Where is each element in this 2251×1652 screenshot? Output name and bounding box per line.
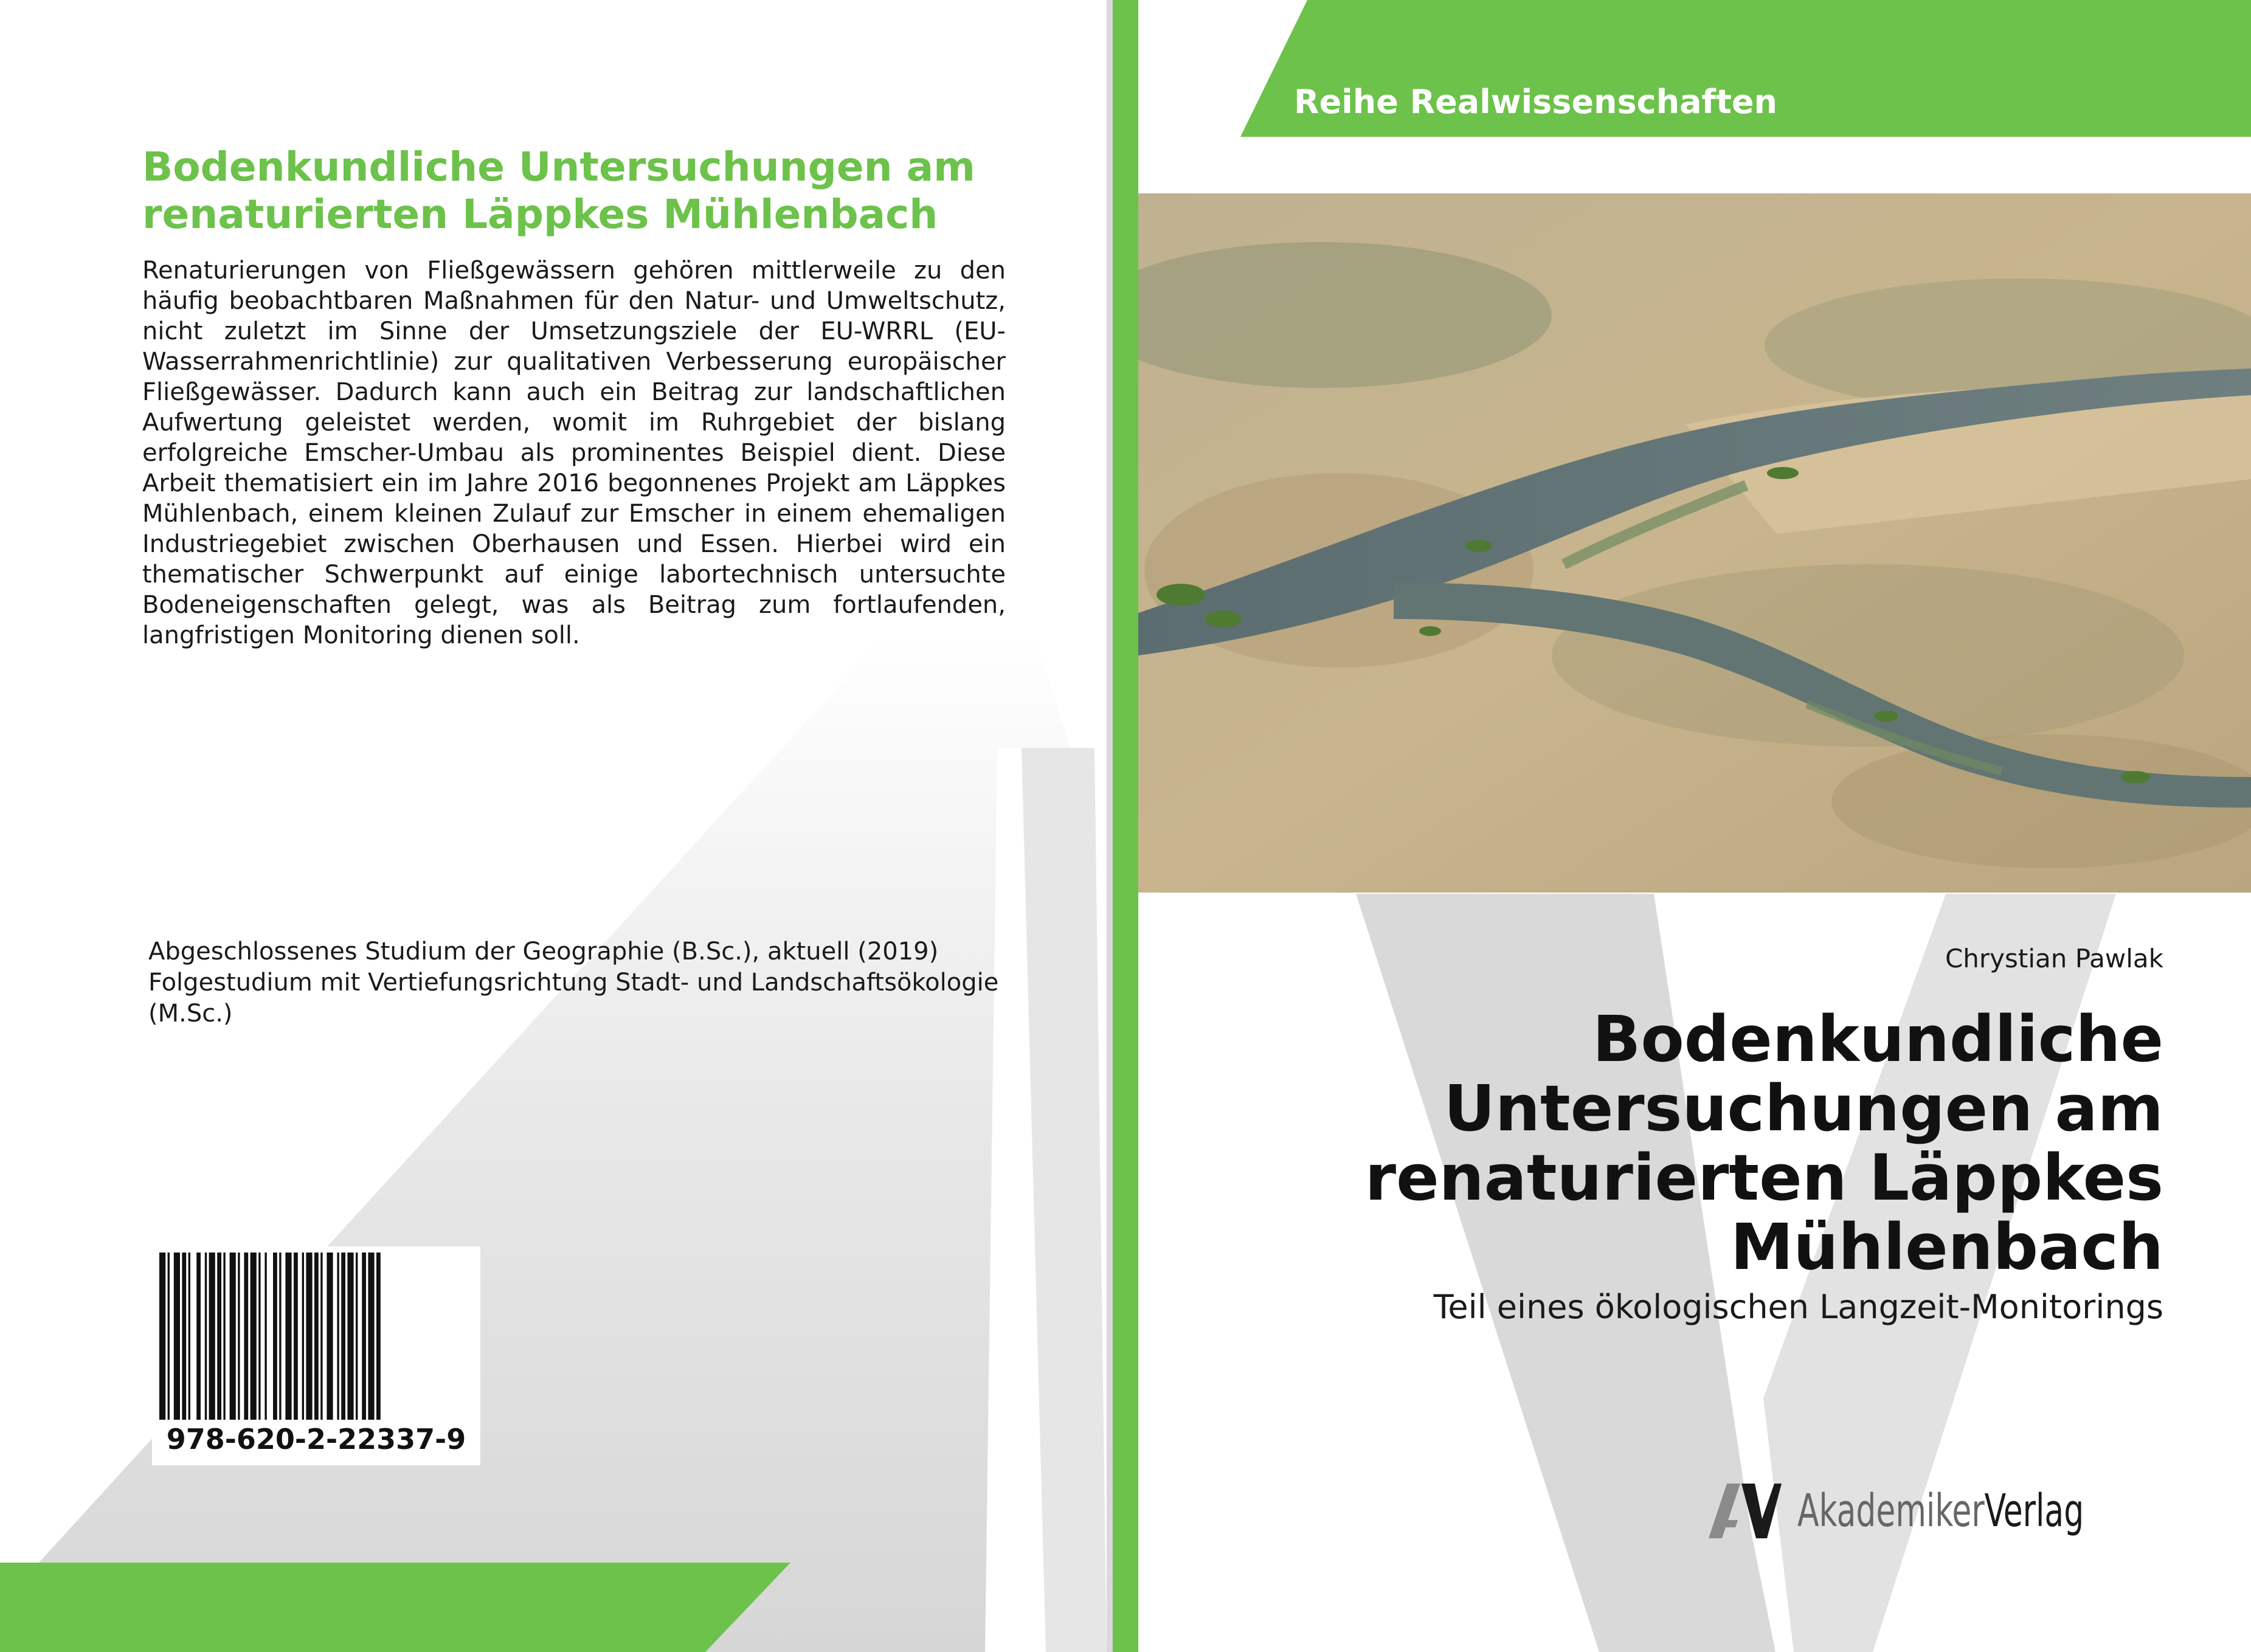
barcode-bar [302, 1253, 304, 1420]
barcode-bar [320, 1253, 322, 1420]
barcode-bar [356, 1253, 358, 1420]
barcode-bar [279, 1253, 281, 1420]
barcode-bar [182, 1253, 186, 1420]
barcode-bar [327, 1253, 333, 1420]
barcode-bar [294, 1253, 298, 1420]
spine [1113, 0, 1138, 1652]
barcode-bar [265, 1253, 266, 1420]
back-green-bar [0, 1563, 790, 1652]
barcode-bar [244, 1253, 248, 1420]
isbn: 978-620-2-22337-9 [166, 1423, 466, 1456]
cover-photo [1138, 193, 2251, 893]
barcode-bar [205, 1253, 207, 1420]
author-bio: Abgeschlossenes Studium der Geographie (B.Sc.), aktuell (2019) Folgestudium mit Vertiefungsrichtung Stadt- und Landschaftsökologie (M.Sc.) [148, 938, 999, 1028]
spine-shadow [1107, 0, 1113, 1652]
barcode [152, 1246, 480, 1465]
barcode-bar [217, 1253, 221, 1420]
barcode-bar [238, 1253, 240, 1420]
barcode-bar [368, 1253, 374, 1420]
barcode-bar [159, 1253, 165, 1420]
front-author: Chrystian Pawlak [1945, 944, 2163, 973]
front-title: Bodenkundliche Untersuchungen am renaturierten Läppkes Mühlenbach [1364, 1002, 2163, 1284]
barcode-bar [230, 1253, 236, 1420]
av-logo-icon [1709, 1484, 1782, 1538]
barcode-bar [285, 1253, 291, 1420]
barcode-bar [376, 1253, 381, 1420]
barcode-bar [341, 1253, 345, 1420]
front-subtitle: Teil eines ökologischen Langzeit-Monitorings [1433, 1288, 2163, 1326]
barcode-bar [273, 1253, 277, 1420]
back-cover-blurb: Renaturierungen von Fließgewässern gehören mittlerweile zu den häufig beobachtbaren Maßnahmen für den Natur- und Umweltschutz, nicht zuletzt im Sinne der Umsetzungsziele der EU-WRRL (EU-Wasserrahmenrichtlinie) zur qualitativen Verbesserung europäischer Fließgewässer. Dadurch kann auch ein Beitrag zur landschaftlichen Aufwertung geleistet werden, womit im Ruhrgebiet der bislang erfolgreiche Emscher-Umbau als prominentes Beispiel dient. Diese Arbeit thematisiert ein im Jahre 2016 begonnenes Projekt am Läppkes Mühlenbach, einem kleinen Zulauf zur Emscher in einem ehemaligen Industriegebiet zwischen Oberhausen und Essen. Hierbei wird ein thematischer Schwerpunkt auf einige labortechnisch untersuchte Bodeneigenschaften gelegt, was als Beitrag zum fortlaufenden, langfristigen Monitoring dienen soll. [142, 257, 1006, 649]
publisher-name-part1: Akademiker [1797, 1485, 1985, 1537]
barcode-bar [174, 1253, 180, 1420]
barcode-bar [196, 1253, 201, 1420]
barcode-bar [362, 1253, 366, 1420]
barcode-bar [347, 1253, 353, 1420]
back-cover-title: Bodenkundliche Untersuchungen am renaturierten Läppkes Mühlenbach [142, 143, 975, 238]
barcode-bar [209, 1253, 215, 1420]
publisher-name-part2: Verlag [1984, 1485, 2084, 1537]
barcode-bar [251, 1253, 257, 1420]
barcode-bar [314, 1253, 319, 1420]
series-label: Reihe Realwissenschaften [1294, 83, 1777, 121]
barcode-bar [168, 1253, 170, 1420]
barcode-bar [188, 1253, 190, 1420]
barcode-bar [258, 1253, 260, 1420]
barcode-bar [337, 1253, 339, 1420]
barcode-icon [158, 1253, 474, 1420]
barcode-bar [223, 1253, 225, 1420]
barcode-bar [306, 1253, 312, 1420]
publisher-name [1797, 1485, 2084, 1537]
